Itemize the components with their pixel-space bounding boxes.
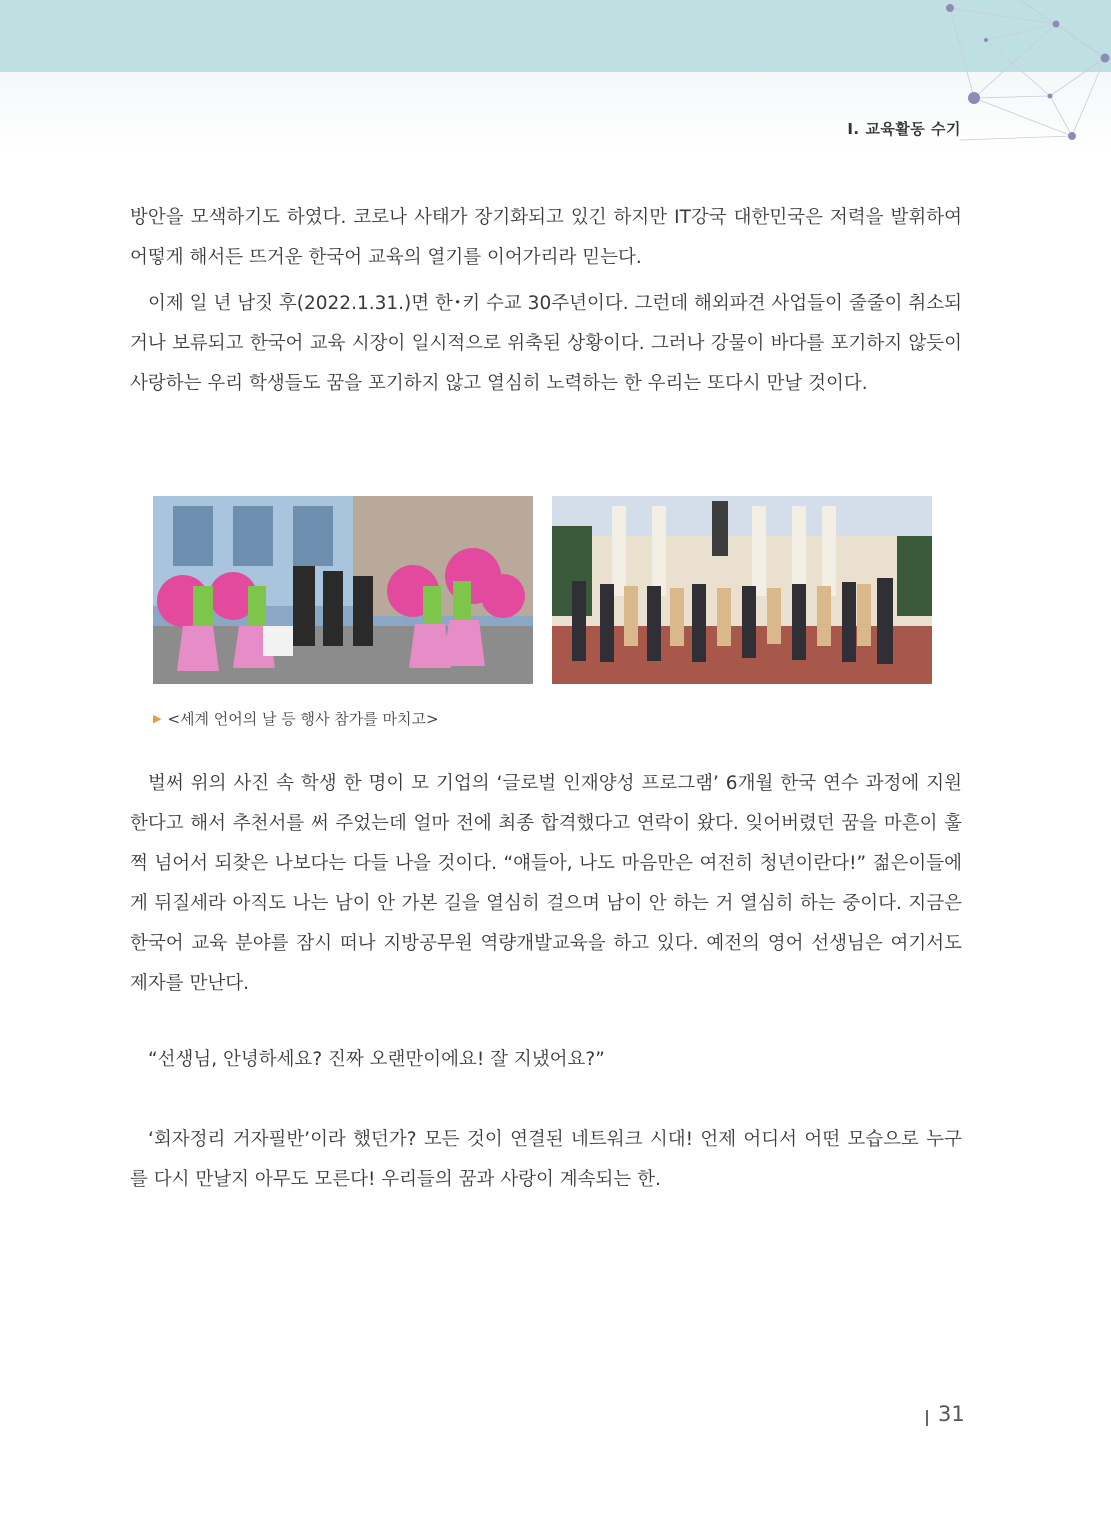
paragraph-5: ‘회자정리 거자필반’이라 했던가? 모든 것이 연결된 네트워크 시대! 언제 어디서 어떤 모습으로 누구를 다시 만날지 아무도 모른다! 우리들의 꿈과 사랑이 계속되는 한. bbox=[130, 1129, 962, 1190]
event-photo-dancers bbox=[153, 496, 533, 684]
caption-marker-icon: ▶ bbox=[153, 712, 162, 725]
paragraph-2: 이제 일 년 남짓 후(2022.1.31.)면 한･키 수교 30주년이다. 그런데 해외파견 사업들이 줄줄이 취소되거나 보류되고 한국어 교육 시장이 일시적으로 위축된 상황이다. 그러나 강물이 바다를 포기하지 않듯이 사랑하는 우리 학생들도 꿈을 포기하지 않고 열심히 노력하는 한 우리는 또다시 만날 것이다. bbox=[130, 293, 962, 394]
page-number: 31 bbox=[938, 1402, 965, 1426]
page-number-divider bbox=[926, 1410, 928, 1426]
paragraph-4: “선생님, 안녕하세요? 진짜 오랜만이에요! 잘 지냈어요?” bbox=[148, 1049, 605, 1070]
section-title: Ⅰ. 교육활동 수기 bbox=[847, 120, 961, 138]
event-photo-group bbox=[552, 496, 932, 684]
caption-text: <세계 언어의 날 등 행사 참가를 마치고> bbox=[167, 710, 439, 728]
paragraph-3: 벌써 위의 사진 속 학생 한 명이 모 기업의 ‘글로벌 인재양성 프로그램’ 6개월 한국 연수 과정에 지원한다고 해서 추천서를 써 주었는데 얼마 전에 최종 합격했다고 연락이 왔다. 잊어버렸던 꿈을 마흔이 훌쩍 넘어서 되찾은 나보다는 다들 나을 것이다. “얘들아, 나도 마음만은 여전히 청년이란다!” 젊은이들에게 뒤질세라 아직도 나는 남이 안 가본 길을 열심히 걸으며 남이 안 하는 거 열심히 하는 중이다. 지금은 한국어 교육 분야를 잠시 떠나 지방공무원 역량개발교육을 하고 있다. 예전의 영어 선생님은 여기서도 제자를 만난다. bbox=[130, 773, 962, 994]
paragraph-1: 방안을 모색하기도 하였다. 코로나 사태가 장기화되고 있긴 하지만 IT강국 대한민국은 저력을 발휘하여 어떻게 해서든 뜨거운 한국어 교육의 열기를 이어가리라 믿는다. bbox=[130, 207, 962, 268]
photo-caption bbox=[153, 708, 439, 729]
